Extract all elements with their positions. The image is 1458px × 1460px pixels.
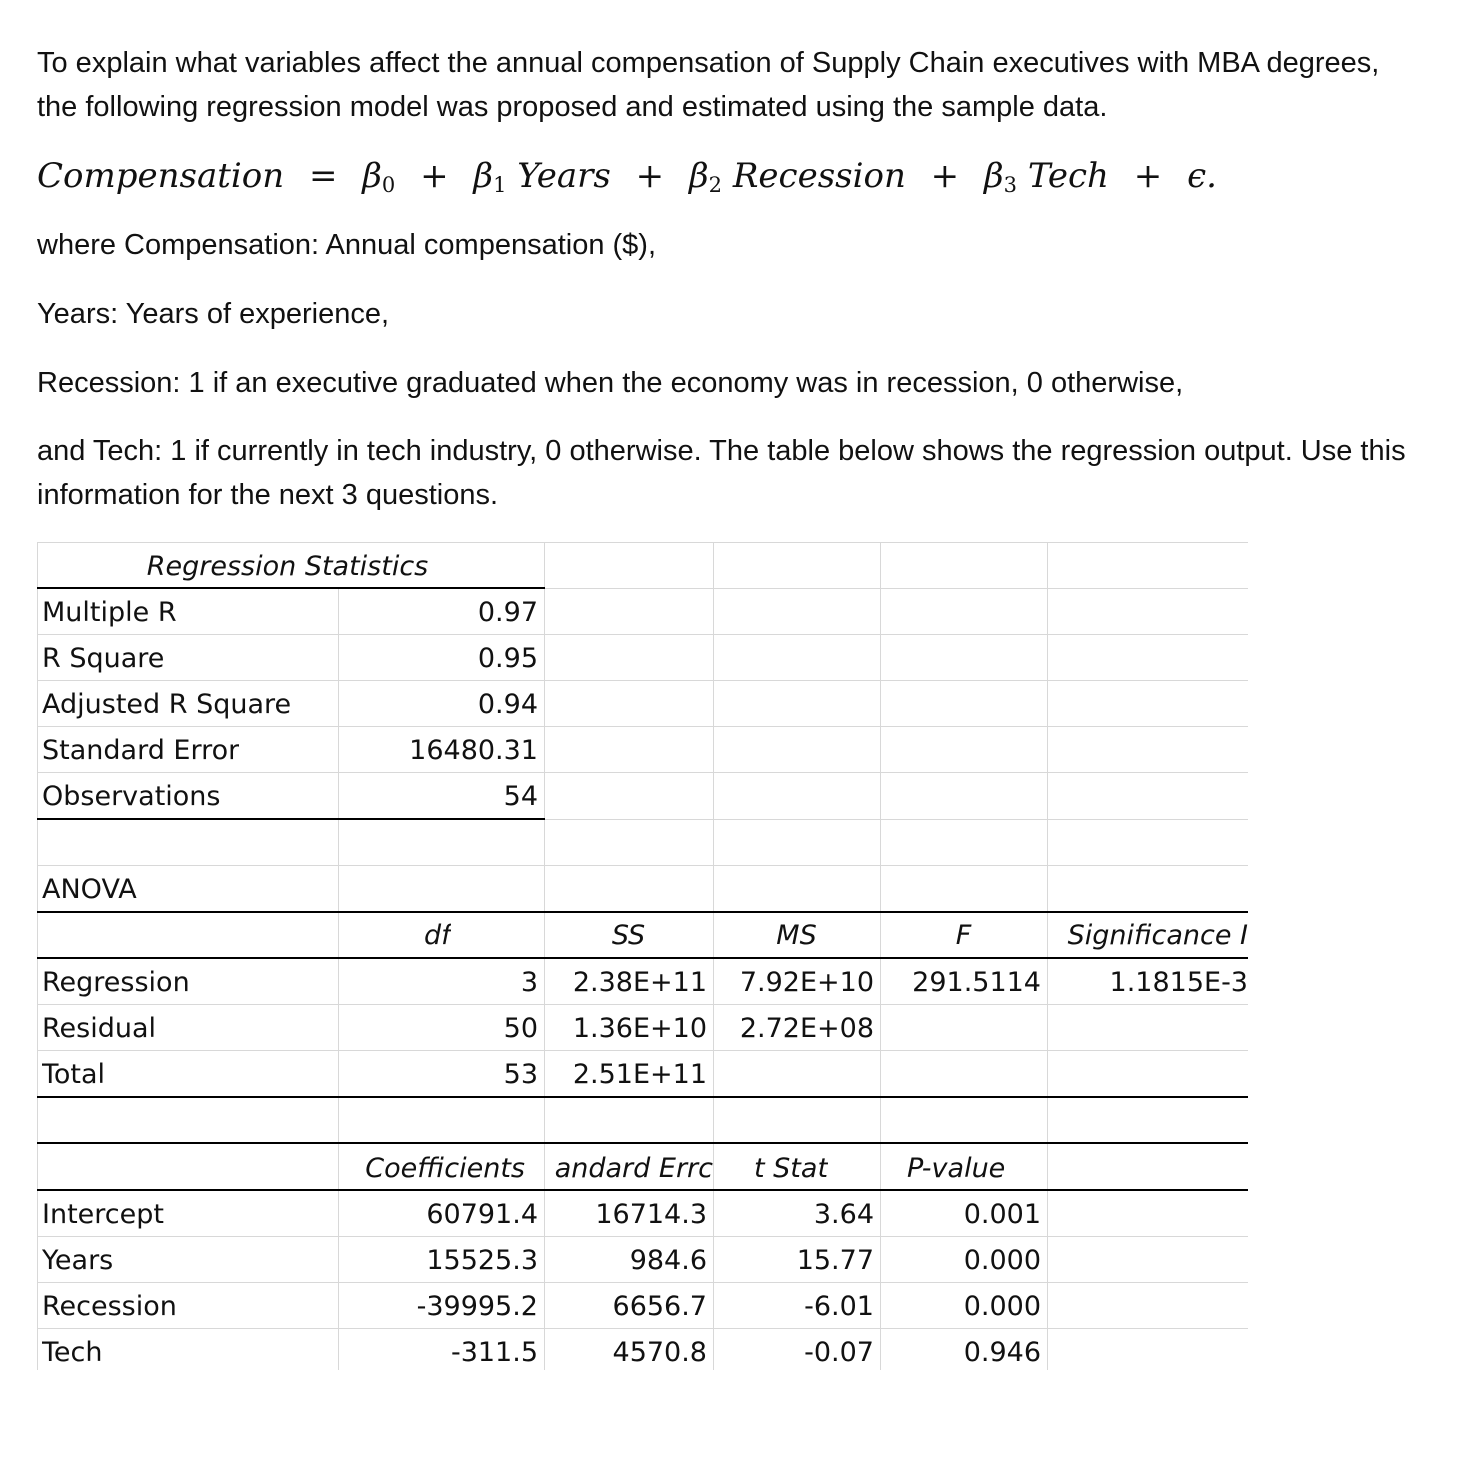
- eq-plus: +: [420, 156, 449, 196]
- anova-ss: 2.38E+11: [572, 968, 707, 998]
- gridline: [544, 588, 1248, 589]
- coef-t-stat: -6.01: [804, 1292, 874, 1322]
- coef-p-value: 0.000: [963, 1246, 1041, 1276]
- coef-p-value: 0.001: [963, 1200, 1041, 1230]
- anova-header-ss: SS: [611, 921, 646, 951]
- gridline: [37, 542, 1248, 543]
- stat-value: 0.94: [477, 690, 538, 720]
- table-border: [37, 587, 545, 589]
- gridline: [37, 726, 1248, 727]
- anova-ss: 2.51E+11: [572, 1060, 707, 1090]
- anova-df: 3: [520, 968, 538, 998]
- coef-p-value: 0.946: [963, 1338, 1041, 1368]
- eq-var-years: Years: [517, 156, 611, 196]
- anova-significance: 1.1815E-3: [1109, 968, 1248, 998]
- coef-value: 60791.4: [426, 1200, 538, 1230]
- gridline: [37, 1004, 1248, 1005]
- anova-header-f: F: [955, 921, 972, 951]
- table-border: [37, 1096, 1248, 1098]
- gridline: [37, 1282, 1248, 1283]
- coef-value: -311.5: [450, 1338, 538, 1368]
- gridline: [338, 588, 339, 1370]
- eq-plus: +: [930, 156, 960, 196]
- anova-f: 291.5114: [912, 968, 1041, 998]
- stat-label: Observations: [42, 782, 221, 812]
- coef-row-label: Recession: [42, 1292, 177, 1322]
- coef-std-error: 6656.7: [612, 1292, 707, 1322]
- stat-label: Adjusted R Square: [42, 690, 292, 720]
- anova-title: ANOVA: [42, 875, 137, 905]
- eq-plus: +: [635, 156, 665, 196]
- stat-value: 54: [503, 782, 538, 812]
- anova-row-label: Total: [42, 1060, 106, 1090]
- eq-plus: +: [1133, 156, 1163, 196]
- coef-std-error: 16714.3: [595, 1200, 707, 1230]
- gridline: [37, 634, 1248, 635]
- coef-value: -39995.2: [416, 1292, 538, 1322]
- stat-value: 0.97: [477, 598, 538, 628]
- gridline: [37, 1050, 1248, 1051]
- table-border: [37, 818, 545, 820]
- eq-beta0-sub: 0: [381, 173, 396, 197]
- stat-value: 0.95: [477, 644, 538, 674]
- coef-t-stat: -0.07: [804, 1338, 874, 1368]
- eq-beta3: β: [983, 156, 1004, 196]
- anova-ms: 2.72E+08: [739, 1014, 874, 1044]
- regression-statistics-title: Regression Statistics: [146, 552, 429, 582]
- gridline: [544, 819, 1248, 820]
- gridline: [37, 772, 1248, 773]
- coef-std-error: 4570.8: [612, 1338, 707, 1368]
- eq-beta0: β: [362, 156, 382, 196]
- definition-tech: and Tech: 1 if currently in tech industry, 0 otherwise. The table below shows the regression output. Use this information for the next 3 questions.: [37, 435, 1406, 511]
- coef-header-coefficients: Coefficients: [365, 1154, 525, 1184]
- gridline: [37, 1328, 1248, 1329]
- anova-df: 53: [503, 1060, 538, 1090]
- stat-label: R Square: [42, 644, 165, 674]
- gridline: [37, 1236, 1248, 1237]
- coef-row-label: Intercept: [42, 1200, 164, 1230]
- table-border: [37, 1142, 1248, 1144]
- intro-paragraph: To explain what variables affect the annual compensation of Supply Chain executives with MBA degrees, the following regression model was proposed and estimated using the sample data.: [37, 47, 1380, 123]
- coef-t-stat: 15.77: [796, 1246, 874, 1276]
- eq-error: ϵ.: [1187, 156, 1217, 196]
- gridline: [1047, 542, 1048, 1370]
- anova-ss: 1.36E+10: [572, 1014, 707, 1044]
- coef-row-label: Tech: [42, 1338, 103, 1368]
- eq-lhs: Compensation: [37, 156, 285, 196]
- eq-var-tech: Tech: [1027, 156, 1109, 196]
- eq-beta1: β: [473, 156, 494, 196]
- gridline: [37, 865, 1248, 866]
- stat-value: 16480.31: [409, 736, 538, 766]
- definition-recession: Recession: 1 if an executive graduated when the economy was in recession, 0 otherwise,: [37, 367, 1184, 399]
- coef-header-standard-error: andard Errc: [554, 1154, 713, 1184]
- anova-df: 50: [503, 1014, 538, 1044]
- table-border: [37, 1189, 1248, 1191]
- table-border: [37, 911, 1248, 913]
- anova-header-ms: MS: [776, 921, 817, 951]
- eq-beta2: β: [688, 156, 709, 196]
- gridline: [544, 542, 545, 1370]
- gridline: [37, 680, 1248, 681]
- gridline: [37, 542, 38, 1370]
- stat-label: Standard Error: [42, 736, 240, 766]
- coef-header-t-stat: t Stat: [754, 1154, 829, 1184]
- coef-t-stat: 3.64: [813, 1200, 874, 1230]
- table-border: [37, 957, 1248, 959]
- anova-row-label: Residual: [42, 1014, 157, 1044]
- eq-beta1-sub: 1: [493, 173, 507, 197]
- definition-compensation: where Compensation: Annual compensation ($),: [37, 229, 657, 261]
- regression-equation: [37, 152, 1217, 209]
- coef-header-p-value: P-value: [907, 1154, 1006, 1184]
- regression-output-table: [37, 542, 1248, 1370]
- anova-header-significance: Significance I: [1067, 921, 1248, 951]
- anova-row-label: Regression: [42, 968, 190, 998]
- gridline: [880, 542, 881, 1370]
- eq-beta2-sub: 2: [708, 173, 723, 197]
- coef-value: 15525.3: [426, 1246, 538, 1276]
- eq-equals: =: [308, 156, 338, 196]
- coef-row-label: Years: [42, 1246, 114, 1276]
- definition-years: Years: Years of experience,: [37, 298, 390, 330]
- eq-beta3-sub: 3: [1003, 173, 1018, 197]
- coef-p-value: 0.000: [963, 1292, 1041, 1322]
- anova-header-df: df: [424, 921, 451, 951]
- stat-label: Multiple R: [42, 598, 177, 628]
- gridline: [713, 542, 714, 1370]
- eq-var-recession: Recession: [732, 156, 906, 196]
- coef-std-error: 984.6: [629, 1246, 707, 1276]
- anova-ms: 7.92E+10: [739, 968, 874, 998]
